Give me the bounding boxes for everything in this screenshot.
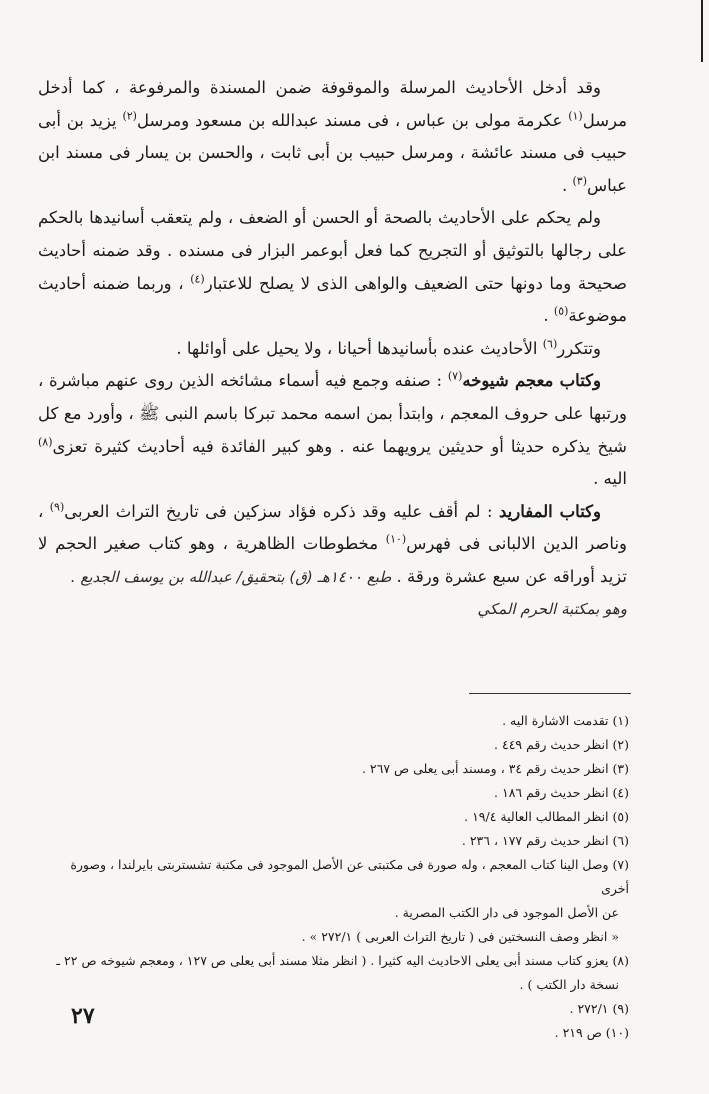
footnote-ref-1[interactable]: (١) <box>568 109 583 123</box>
text: . <box>543 306 554 326</box>
footnote-ref-8[interactable]: (٨) <box>38 435 53 449</box>
paragraph-2 <box>38 202 627 332</box>
footnote-8: (٨) يعزو كتاب مسند أبى يعلى الاحاديث اليه كثيرا . ( انظر مثلا مسند أبى يعلى ص ١٢٧ ، ومعجم شيوخه ص ٢٢ ـ <box>56 953 629 968</box>
paragraph-5 <box>38 496 627 594</box>
handwritten-note: وهو بمكتبة الحرم المكي <box>477 599 627 618</box>
footnote-7: (٧) وصل الينا كتاب المعجم ، وله صورة فى مكتبتى عن الأصل الموجود فى مكتبة تشستربتى بايرلندا ، وصورة أخرى <box>70 857 629 896</box>
text: ، وربما ضمنه أحاديث موضوعة <box>38 273 627 326</box>
footnote-ref-2[interactable]: (٢) <box>122 109 137 123</box>
text: ولم يحكم على الأحاديث بالصحة أو الحسن أو الضعف ، ولم يتعقب أسانيدها بالحكم على رجالها بالتوثيق أو التجريح كما فعل أبوعمر البزار فى مسنده . وقد ضمنه أحاديث صحيحة وما دونها حتى الضعيف والواهى الذى لا يصلح للاعتبار <box>38 208 627 293</box>
text: وتتكرر <box>557 338 601 358</box>
footnote-ref-3[interactable]: (٣) <box>572 174 587 188</box>
footnote-7-continuation: « انظر وصف النسختين فى ( تاريخ التراث العربى ) ٢٧٢/١ » . <box>301 929 619 944</box>
footnote-10: (١٠) ص ٢١٩ . <box>554 1025 629 1040</box>
section-heading: وكتاب معجم شيوخه <box>462 371 601 391</box>
text: وقد أدخل الأحاديث المرسلة والموقوفة ضمن المسندة والمرفوعة ، كما أدخل مرسل <box>38 78 627 130</box>
page-number: ٢٧ <box>71 1003 95 1029</box>
footnote-ref-5[interactable]: (٥) <box>553 304 569 318</box>
footnote-9: (٩) ٢٧٢/١ . <box>569 1001 629 1016</box>
text: الأحاديث عنده بأسانيدها أحيانا ، ولا يحيل على أوائلها . <box>176 338 543 358</box>
paragraph-1 <box>38 72 627 202</box>
footnote-ref-10[interactable]: (١٠) <box>385 532 407 546</box>
footnote-ref-7[interactable]: (٧) <box>447 369 463 383</box>
text: اليه . <box>593 469 627 489</box>
main-text <box>38 72 627 624</box>
text: يزيد بن أبى حبيب فى مسند عائشة ، ومرسل حبيب بن أبى ثابت ، والحسن بن يسار فى مسند ابن عباس <box>38 110 627 195</box>
footnote-6: (٦) انظر حديث رقم ١٧٧ ، ٢٣٦ . <box>461 833 629 848</box>
page-edge-mark <box>701 0 703 62</box>
text: عكرمة مولى بن عباس ، فى مسند عبدالله بن مسعود ومرسل <box>136 110 569 130</box>
handwritten-note: طبع ١٤٠٠هـ (ق) بتحقيق/ عبدالله بن يوسف الجديع . <box>70 567 392 586</box>
paragraph-3 <box>38 333 627 366</box>
paragraph-4 <box>38 365 627 495</box>
footnote-3: (٣) انظر حديث رقم ٣٤ ، ومسند أبى يعلى ص ٢٦٧ . <box>361 761 629 776</box>
footnote-5: (٥) انظر المطالب العالية ١٩/٤ . <box>464 809 629 824</box>
text: : صنفه وجمع فيه أسماء مشائخه الذين روى عنهم مباشرة ، ورتبها على حروف المعجم ، وابتدأ بمن اسمه محمد تبركا باسم النبى ﷺ ، وأورد مع كل شيخ يذكره حديثا أو حديثين يرويهما عنه . وهو كبير الفائدة فيه أحاديث كثيرة تعزى <box>38 371 627 456</box>
footnote-ref-4[interactable]: (٤) <box>190 272 205 286</box>
footnote-7-continuation: عن الأصل الموجود فى دار الكتب المصرية . <box>394 905 619 920</box>
section-heading: وكتاب المفاريد <box>498 501 601 521</box>
footnote-ref-6[interactable]: (٦) <box>542 337 558 351</box>
text: : لم أقف عليه وقد ذكره فؤاد سزكين فى تاريخ التراث العربى <box>64 501 499 521</box>
footnote-4: (٤) انظر حديث رقم ١٨٦ . <box>494 785 629 800</box>
text: . <box>561 175 573 195</box>
footnote-8-continuation: نسخة دار الكتب ) . <box>519 977 619 992</box>
text: ، وناصر الدين الالبانى فى فهرس <box>38 501 628 554</box>
footnotes <box>48 709 629 1045</box>
footnote-2: (٢) انظر حديث رقم ٤٤٩ . <box>494 737 629 752</box>
footnote-1: (١) تقدمت الاشارة اليه . <box>502 713 629 728</box>
footnote-separator <box>469 693 631 694</box>
footnote-ref-9[interactable]: (٩) <box>49 500 65 514</box>
text: مخطوطات الظاهرية ، وهو كتاب صغير الحجم لا تزيد أوراقه عن سبع عشرة ورقة . <box>38 534 627 586</box>
